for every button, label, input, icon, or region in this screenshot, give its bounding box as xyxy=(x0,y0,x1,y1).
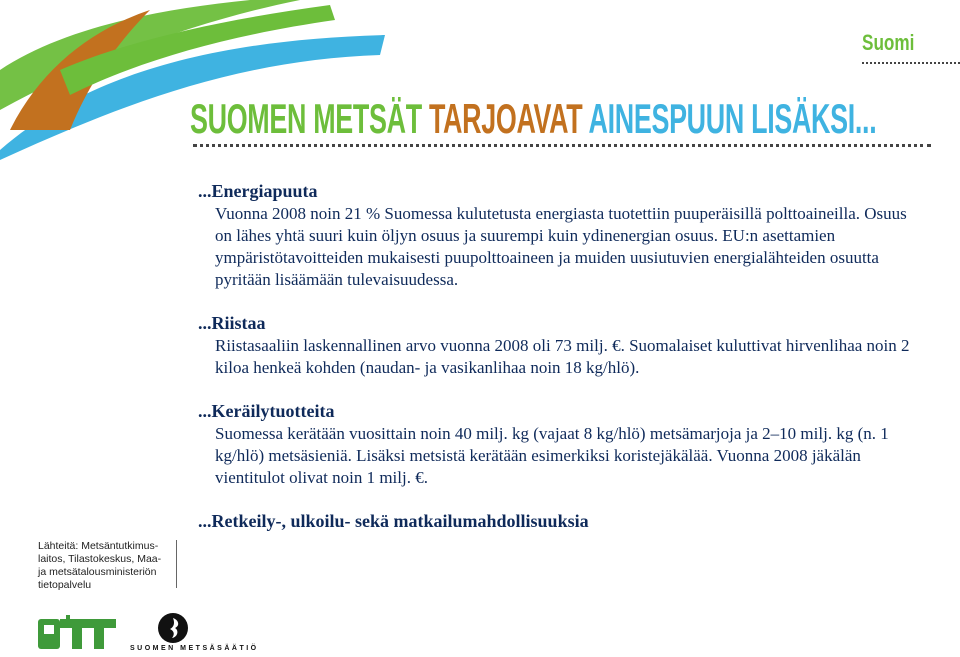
section-body: Suomessa kerätään vuosittain noin 40 milj. kg (vajaat 8 kg/hlö) metsämarjoja ja 2–10 milj. kg (n. 1 kg/hlö) metsäsieniä. Lisäksi metsistä kerätään esimerkiksi koristejäkälää. Vuonna 2008 jäkälän vientitulot olivat noin 1 milj. €. xyxy=(215,424,889,487)
ptt-logo-icon xyxy=(38,615,116,653)
country-label: Suomi xyxy=(862,30,915,55)
section-heading: ...Retkeily-, ulkoilu- sekä matkailumahdollisuuksia xyxy=(198,511,589,531)
section-recreation xyxy=(198,510,928,533)
country-dotted-rule xyxy=(862,62,960,64)
section-energy xyxy=(198,180,928,291)
foundation-seal-icon xyxy=(155,612,191,644)
section-heading: ...Energiapuuta xyxy=(198,181,318,201)
sources-note: Lähteitä: Metsäntutkimus-laitos, Tilastokeskus, Maa- ja metsätalousministeriön tietopalvelu xyxy=(38,540,177,588)
headline-part-1: SUOMEN METSÄT xyxy=(190,95,422,142)
section-heading: ...Riistaa xyxy=(198,313,266,333)
section-game xyxy=(198,312,928,379)
headline-part-2: TARJOAVAT xyxy=(428,95,583,142)
headline-part-3: AINESPUUN LISÄKSI... xyxy=(588,95,877,142)
section-foraging xyxy=(198,400,928,489)
section-body: Riistasaaliin laskennallinen arvo vuonna 2008 oli 73 milj. €. Suomalaiset kuluttivat hirvenlihaa noin 2 kiloa henkeä kohden (naudan- ja vasikanlihaa noin 18 kg/hlö). xyxy=(215,336,910,377)
page-headline xyxy=(190,95,876,143)
section-heading: ...Keräilytuotteita xyxy=(198,401,335,421)
content-area xyxy=(198,180,928,554)
section-body: Vuonna 2008 noin 21 % Suomessa kulutetusta energiasta tuotettiin puuperäisillä polttoaineilla. Osuus on lähes yhtä suuri kuin öljyn osuus ja suurempi kuin ydinenergian osuus. EU:n asettamien ympäristötavoitteiden mukaisesti puupolttoaineen ja muiden uusiutuvien energialähteiden osuutta pyritään lisäämään tulevaisuudessa. xyxy=(215,204,907,289)
foundation-name: SUOMEN METSÄSÄÄTIÖ xyxy=(130,645,259,652)
headline-dotted-rule xyxy=(193,144,931,147)
